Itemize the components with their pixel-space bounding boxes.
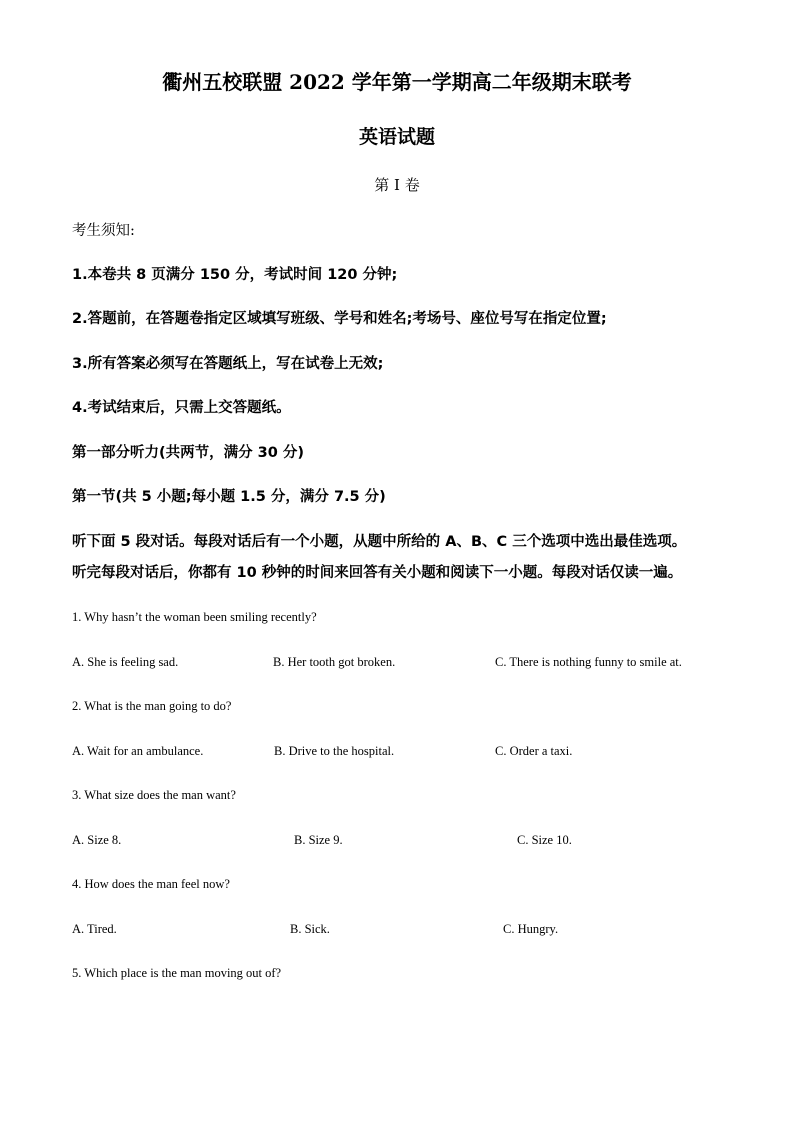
question-stem: 2. What is the man going to do? — [72, 699, 232, 713]
instruction-item: 4.考试结束后，只需上交答题纸。 — [72, 400, 291, 416]
option-c: C. Order a taxi. — [495, 744, 573, 758]
exam-title: 衢州五校联盟 2022 学年第一学期高二年级期末联考 — [162, 70, 632, 94]
exam-subtitle: 英语试题 — [358, 126, 435, 148]
option-b: B. Sick. — [290, 922, 330, 936]
instruction-item: 1.本卷共 8 页满分 150 分，考试时间 120 分钟; — [72, 267, 398, 283]
directions-line: 听下面 5 段对话。每段对话后有一个小题，从题中所给的 A、B、C 三个选项中选出最佳选项。 — [72, 534, 687, 550]
instruction-item: 3.所有答案必须写在答题纸上，写在试卷上无效; — [72, 356, 384, 372]
volume-label: 第 I 卷 — [374, 176, 420, 194]
instruction-item: 2.答题前，在答题卷指定区域填写班级、学号和姓名;考场号、座位号写在指定位置; — [72, 311, 607, 327]
option-c: C. Hungry. — [503, 922, 559, 936]
part1-heading: 第一部分听力(共两节，满分 30 分) — [72, 445, 305, 461]
option-a: A. She is feeling sad. — [72, 655, 179, 669]
option-b: B. Her tooth got broken. — [273, 655, 396, 669]
question-stem: 3. What size does the man want? — [72, 788, 236, 802]
instructions-heading: 考生须知: — [72, 223, 135, 239]
option-c: C. There is nothing funny to smile at. — [495, 655, 682, 669]
directions-line: 听完每段对话后，你都有 10 秒钟的时间来回答有关小题和阅读下一小题。每段对话仅读一遍。 — [72, 565, 683, 581]
option-a: A. Tired. — [72, 922, 117, 936]
option-b: B. Size 9. — [294, 833, 343, 847]
option-a: A. Wait for an ambulance. — [72, 744, 204, 758]
section1-heading: 第一节(共 5 小题;每小题 1.5 分，满分 7.5 分) — [72, 489, 386, 505]
option-c: C. Size 10. — [517, 833, 572, 847]
question-stem: 5. Which place is the man moving out of? — [72, 966, 282, 980]
question-stem: 1. Why hasn’t the woman been smiling recently? — [72, 610, 317, 624]
question-stem: 4. How does the man feel now? — [72, 877, 230, 891]
option-b: B. Drive to the hospital. — [274, 744, 395, 758]
option-a: A. Size 8. — [72, 833, 122, 847]
